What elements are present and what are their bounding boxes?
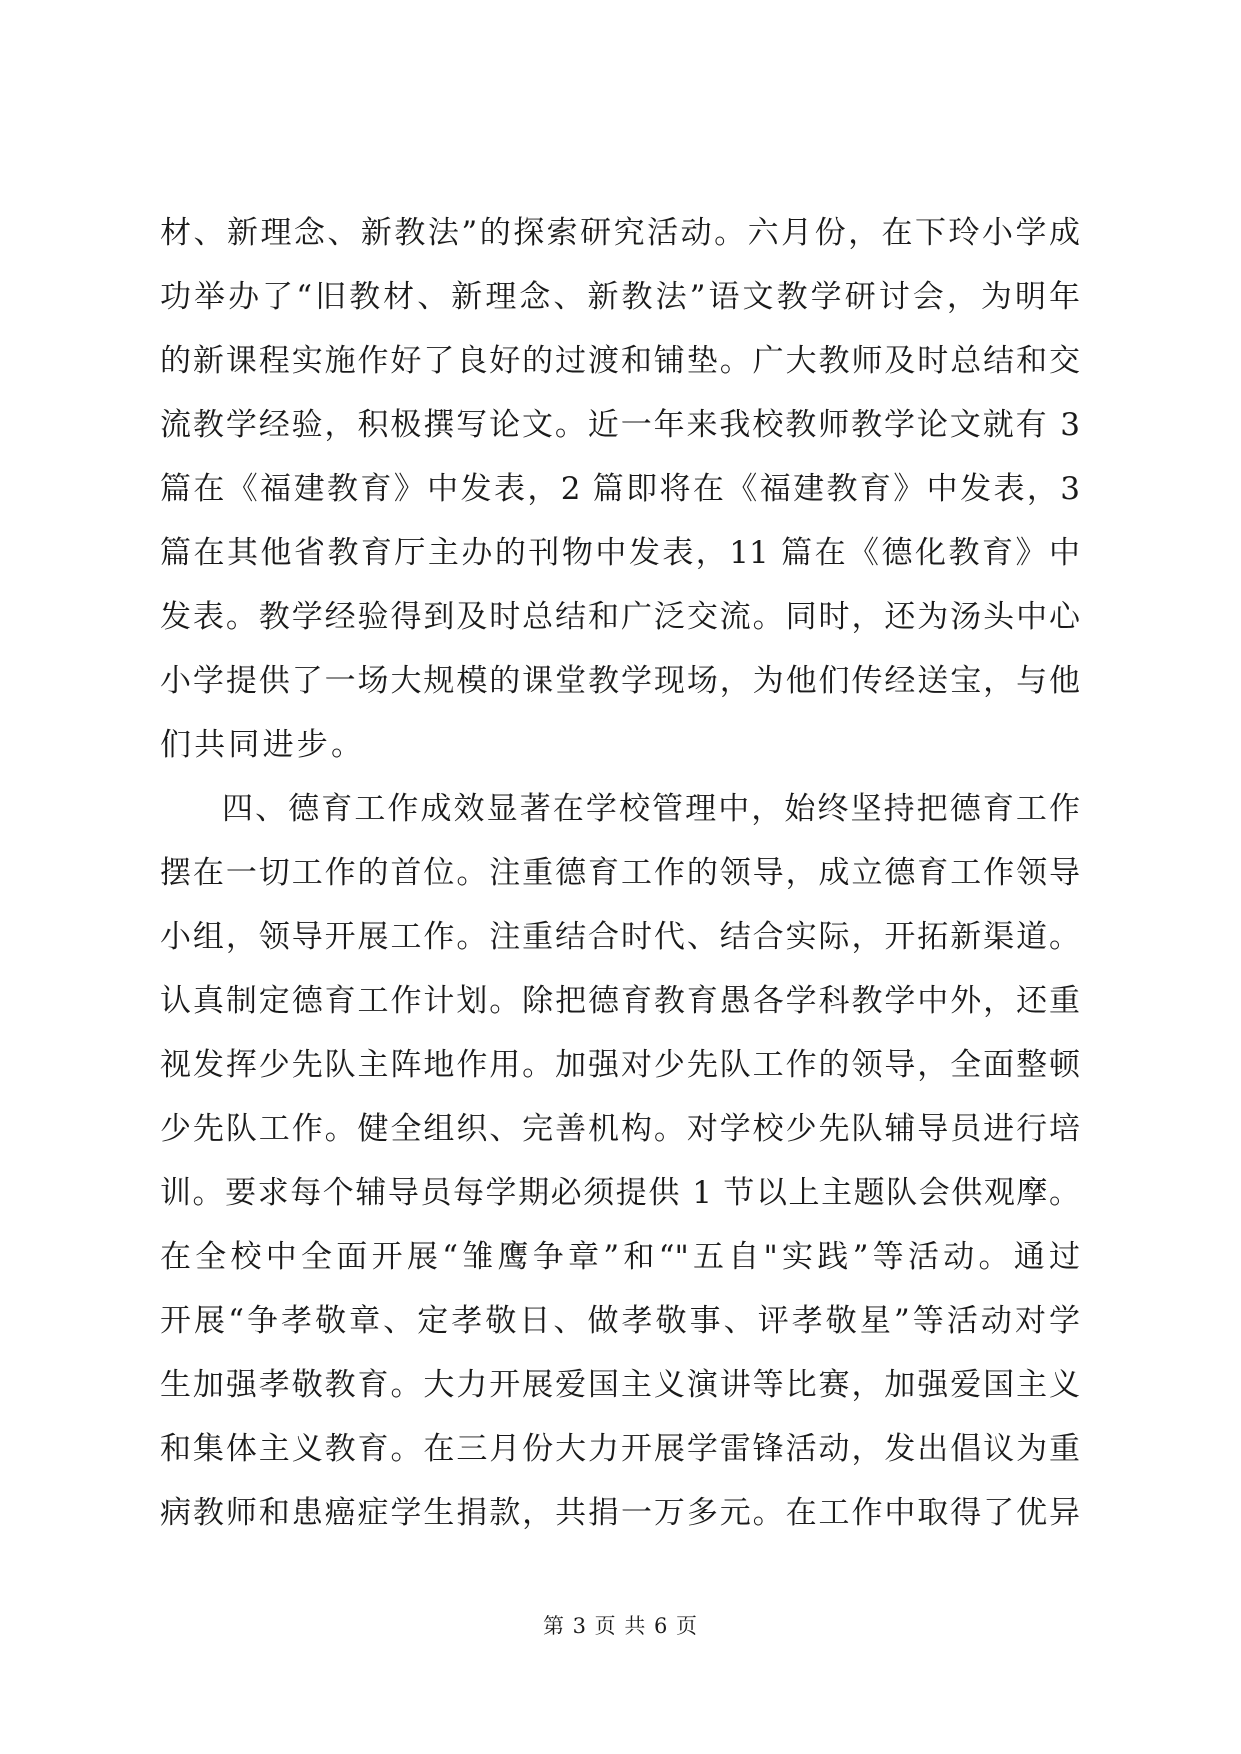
text-line: 认真制定德育工作计划。除把德育教育愚各学科教学中外，还重 [160, 983, 1080, 1019]
text-line: 和集体主义教育。在三月份大力开展学雷锋活动，发出倡议为重 [160, 1431, 1080, 1467]
text-line: 的新课程实施作好了良好的过渡和铺垫。广大教师及时总结和交 [160, 343, 1080, 379]
text-line: 训。要求每个辅导员每学期必须提供 1 节以上主题队会供观摩。 [160, 1175, 1080, 1211]
page-number-footer: 第 3 页 共 6 页 [542, 1614, 699, 1638]
section-heading-line: 四、德育工作成效显著在学校管理中，始终坚持把德育工作 [222, 791, 1080, 827]
text-line: 流教学经验，积极撰写论文。近一年来我校教师教学论文就有 3 [160, 407, 1080, 443]
text-line: 发表。教学经验得到及时总结和广泛交流。同时，还为汤头中心 [160, 599, 1080, 635]
text-line: 们共同进步。 [160, 727, 366, 763]
text-line: 小组，领导开展工作。注重结合时代、结合实际，开拓新渠道。 [160, 919, 1080, 955]
text-line: 材、新理念、新教法”的探索研究活动。六月份，在下玲小学成 [160, 215, 1080, 251]
text-line: 视发挥少先队主阵地作用。加强对少先队工作的领导，全面整顿 [160, 1047, 1080, 1083]
text-line: 篇在《福建教育》中发表，2 篇即将在《福建教育》中发表，3 [160, 471, 1080, 507]
text-line: 在全校中全面开展“雏鹰争章”和“"五自"实践”等活动。通过 [160, 1239, 1080, 1275]
text-line: 摆在一切工作的首位。注重德育工作的领导，成立德育工作领导 [160, 855, 1080, 891]
text-line: 病教师和患癌症学生捐款，共捐一万多元。在工作中取得了优异 [160, 1495, 1080, 1531]
text-line: 小学提供了一场大规模的课堂教学现场，为他们传经送宝，与他 [160, 663, 1080, 699]
text-line: 少先队工作。健全组织、完善机构。对学校少先队辅导员进行培 [160, 1111, 1080, 1147]
body-text [160, 208, 1080, 1552]
text-line: 功举办了“旧教材、新理念、新教法”语文教学研讨会，为明年 [160, 279, 1080, 315]
text-line: 生加强孝敬教育。大力开展爱国主义演讲等比赛，加强爱国主义 [160, 1367, 1080, 1403]
text-line: 开展“争孝敬章、定孝敬日、做孝敬事、评孝敬星”等活动对学 [160, 1303, 1080, 1339]
text-line: 篇在其他省教育厅主办的刊物中发表，11 篇在《德化教育》中 [160, 535, 1080, 571]
